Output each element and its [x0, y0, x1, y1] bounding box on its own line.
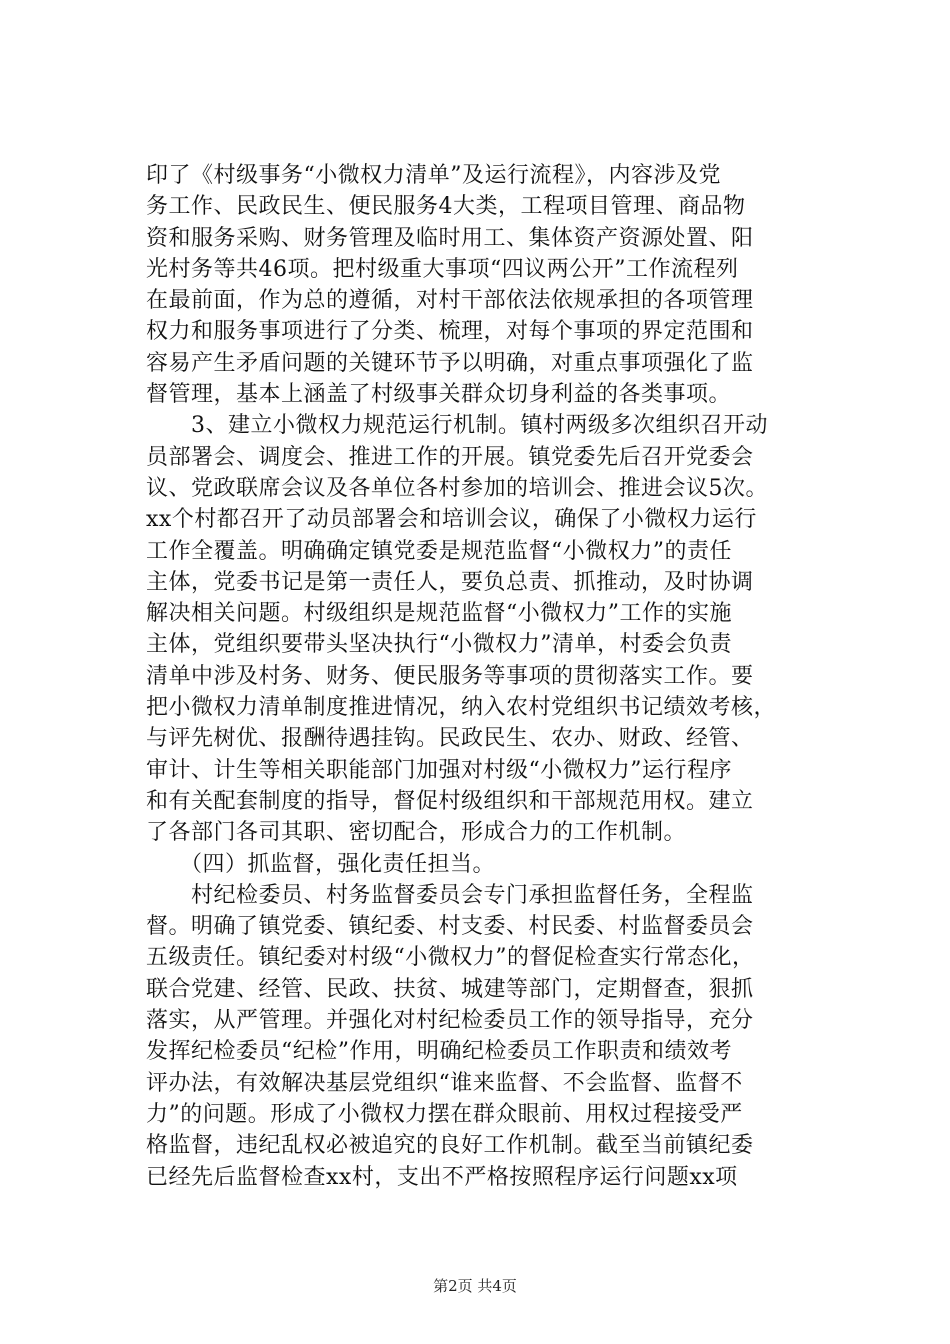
text-line: 力”的问题。形成了小微权力摆在群众眼前、用权过程接受严: [146, 1101, 743, 1127]
text-line: 审计、计生等相关职能部门加强对村级“小微权力”运行程序: [146, 757, 732, 783]
text-line: 已经先后监督检查xx村，支出不严格按照程序运行问题xx项: [146, 1164, 738, 1190]
page-footer: 第2页 共4页: [433, 1277, 517, 1295]
text-line: 督管理，基本上涵盖了村级事关群众切身利益的各类事项。: [146, 382, 732, 408]
text-line: 五级责任。镇纪委对村级“小微权力”的督促检查实行常态化，: [146, 945, 755, 971]
text-line: 落实，从严管理。并强化对村纪检委员工作的领导指导，充分: [146, 1008, 754, 1034]
text-line: 评办法，有效解决基层党组织“谁来监督、不会监督、监督不: [146, 1070, 743, 1096]
text-line: 印了《村级事务“小微权力清单”及运行流程》，内容涉及党: [146, 163, 721, 188]
text-line: 权力和服务事项进行了分类、梳理，对每个事项的界定范围和: [146, 319, 754, 345]
text-line: 容易产生矛盾问题的关键环节予以明确，对重点事项强化了监: [146, 350, 754, 376]
text-line: 主体，党组织要带头坚决执行“小微权力”清单，村委会负责: [146, 632, 732, 658]
text-line: 把小微权力清单制度推进情况，纳入农村党组织书记绩效考核，: [146, 695, 777, 721]
text-line: 资和服务采购、财务管理及临时用工、集体资产资源处置、阳: [146, 225, 754, 251]
text-line: 解决相关问题。村级组织是规范监督“小微权力”工作的实施: [146, 601, 732, 627]
text-line: 主体，党委书记是第一责任人，要负总责、抓推动，及时协调: [146, 569, 754, 595]
text-line: 议、党政联席会议及各单位各村参加的培训会、推进会议5次。: [146, 475, 768, 501]
text-line: 工作全覆盖。明确确定镇党委是规范监督“小微权力”的责任: [146, 538, 732, 564]
text-line: 村纪检委员、村务监督委员会专门承担监督任务，全程监: [146, 882, 754, 908]
text-line: 和有关配套制度的指导，督促村级组织和干部规范用权。建立: [146, 788, 754, 814]
text-line: 联合党建、经管、民政、扶贫、城建等部门，定期督查，狠抓: [146, 976, 754, 1002]
text-line: （四）抓监督，强化责任担当。: [146, 851, 496, 877]
text-line: 在最前面，作为总的遵循，对村干部依法依规承担的各项管理: [146, 288, 754, 314]
text-line: 3、建立小微权力规范运行机制。镇村两级多次组织召开动: [146, 413, 768, 439]
text-line: 督。明确了镇党委、镇纪委、村支委、村民委、村监督委员会: [146, 914, 754, 940]
document-body: [146, 160, 816, 1193]
text-line: xx个村都召开了动员部署会和培训会议，确保了小微权力运行: [146, 507, 757, 533]
text-line: 清单中涉及村务、财务、便民服务等事项的贯彻落实工作。要: [146, 663, 754, 689]
text-line: 光村务等共46项。把村级重大事项“四议两公开”工作流程列: [146, 256, 739, 282]
text-line: 员部署会、调度会、推进工作的开展。镇党委先后召开党委会: [146, 444, 754, 470]
text-line: 格监督，违纪乱权必被追究的良好工作机制。截至当前镇纪委: [146, 1133, 754, 1159]
text-line: 了各部门各司其职、密切配合，形成合力的工作机制。: [146, 820, 687, 846]
text-line: 与评先树优、报酬待遇挂钩。民政民生、农办、财政、经管、: [146, 726, 754, 752]
text-line: 发挥纪检委员“纪检”作用，明确纪检委员工作职责和绩效考: [146, 1039, 732, 1065]
text-line: 务工作、民政民生、便民服务4大类，工程项目管理、商品物: [146, 194, 746, 220]
